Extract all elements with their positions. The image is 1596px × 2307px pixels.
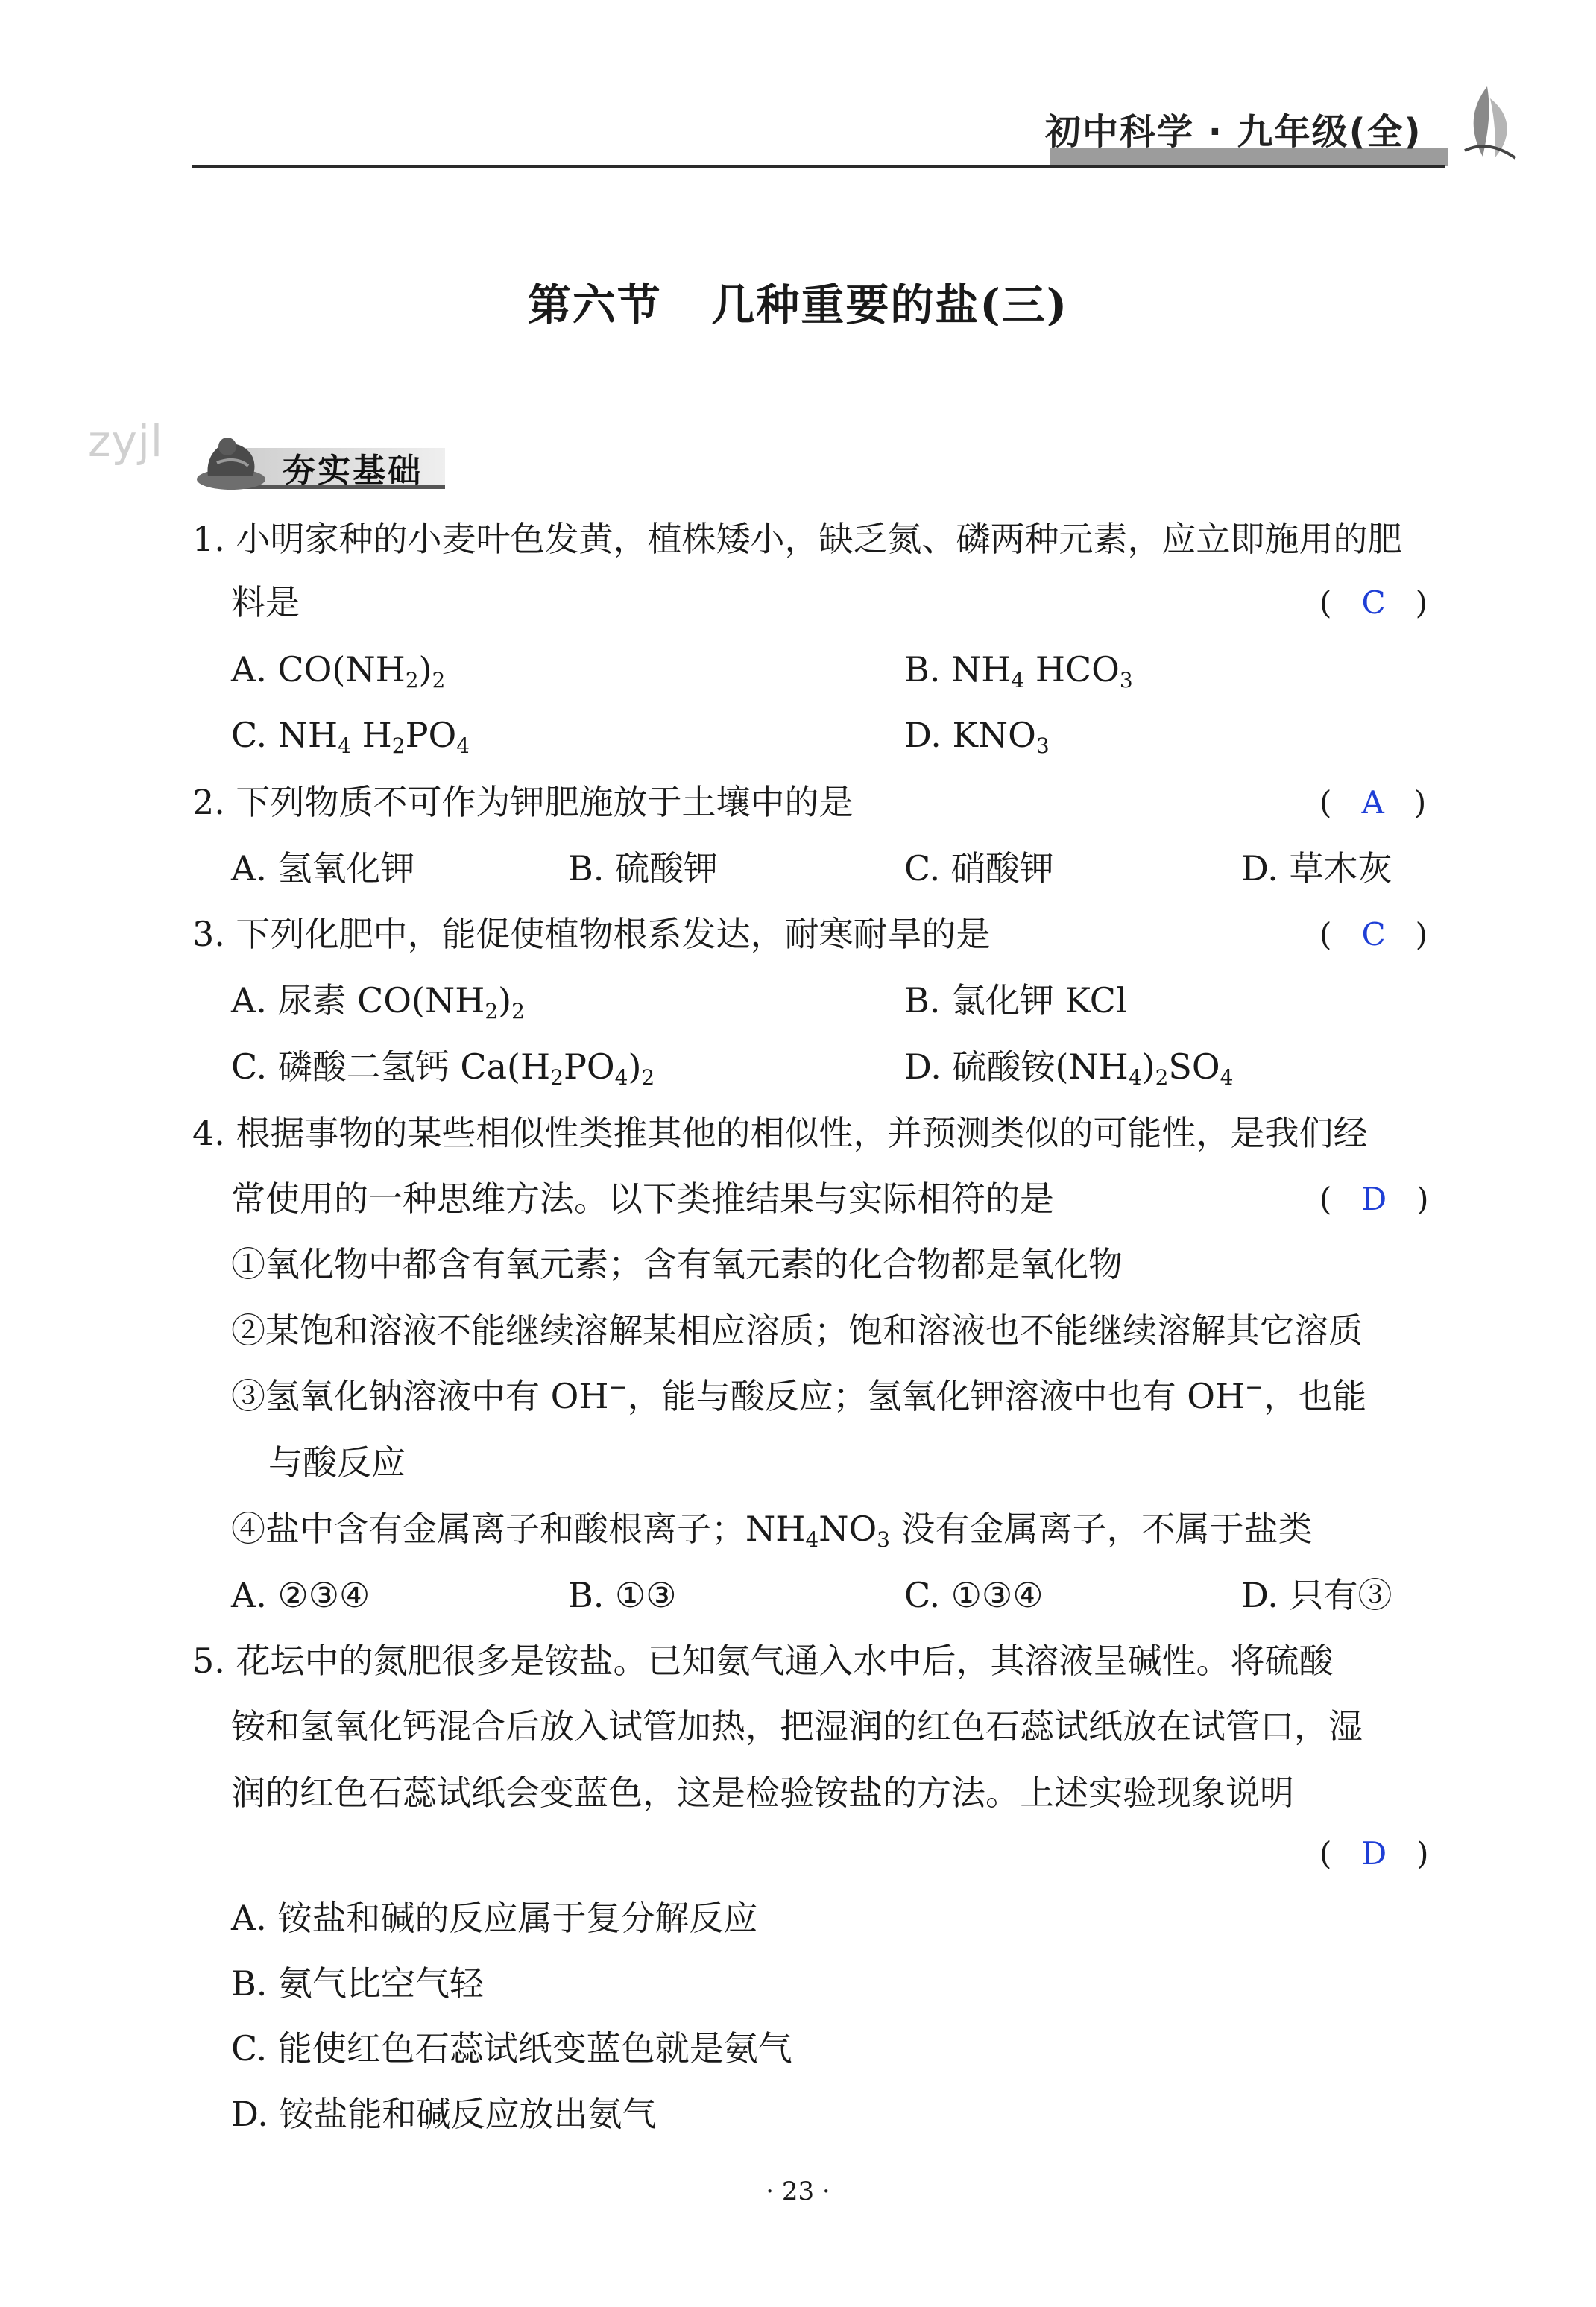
q5-option-c: C. 能使红色石蕊试纸变蓝色就是氨气 — [231, 2028, 792, 2068]
q2-option-d: D. 草木灰 — [1241, 848, 1392, 889]
q4-option-c: C. ①③④ — [904, 1575, 1044, 1615]
q4-answer: ( D ) — [1319, 1181, 1429, 1217]
q4-statement-2: ②某饱和溶液不能继续溶解某相应溶质；饱和溶液也不能继续溶解其它溶质 — [231, 1310, 1363, 1351]
q3-answer: ( C ) — [1319, 916, 1428, 953]
q1-answer-value: C — [1361, 584, 1386, 621]
q3-option-d: D. 硫酸铵$(NH_4)_2SO_4$ — [904, 1047, 1234, 1090]
q1-option-a: A. $CO(NH_2)_2$ — [231, 649, 446, 692]
page-number: · 23 · — [766, 2177, 830, 2206]
q4-stem-line1: 4. 根据事物的某些相似性类推其他的相似性，并预测类似的可能性，是我们经 — [192, 1113, 1368, 1153]
q2-option-b: B. 硫酸钾 — [568, 848, 719, 889]
leaf-logo-icon — [1457, 83, 1518, 167]
q3-option-b: B. 氯化钾 KCl — [904, 980, 1127, 1020]
q4-option-d: D. 只有③ — [1241, 1575, 1392, 1615]
q5-answer: ( D ) — [1319, 1835, 1429, 1872]
q4-statement-3-line2: 与酸反应 — [268, 1442, 406, 1483]
q2-answer-value: A — [1361, 784, 1384, 821]
stone-figure-icon — [190, 433, 272, 493]
q4-option-b: B. ①③ — [568, 1575, 677, 1615]
q1-stem-line2: 料是 — [231, 582, 300, 622]
q2-option-c: C. 硝酸钾 — [904, 848, 1054, 889]
q3-stem: 3. 下列化肥中，能促使植物根系发达，耐寒耐旱的是 — [192, 914, 991, 954]
q1-option-d: D. $KNO_3$ — [904, 715, 1050, 758]
q1-answer: ( C ) — [1319, 584, 1428, 621]
watermark: zyjl — [88, 416, 163, 467]
q4-stem-line2: 常使用的一种思维方法。以下类推结果与实际相符的是 — [231, 1178, 1054, 1219]
q5-option-d: D. 铵盐能和碱反应放出氨气 — [231, 2094, 657, 2134]
q5-stem-line2: 铵和氢氧化钙混合后放入试管加热，把湿润的红色石蕊试纸放在试管口，湿 — [231, 1706, 1363, 1746]
q5-stem-line3: 润的红色石蕊试纸会变蓝色，这是检验铵盐的方法。上述实验现象说明 — [231, 1773, 1294, 1813]
banner-label: 夯实基础 — [283, 452, 423, 490]
q5-option-b: B. 氨气比空气轻 — [231, 1963, 485, 2004]
q4-option-a: A. ②③④ — [231, 1575, 370, 1615]
q5-stem-line1: 5. 花坛中的氮肥很多是铵盐。已知氨气通入水中后，其溶液呈碱性。将硫酸 — [192, 1641, 1334, 1681]
q3-option-c: C. 磷酸二氢钙 $Ca(H_2PO_4)_2$ — [231, 1047, 655, 1090]
q2-stem: 2. 下列物质不可作为钾肥施放于土壤中的是 — [192, 782, 854, 822]
q2-option-a: A. 氢氧化钾 — [231, 848, 415, 889]
book-title: 初中科学 · 九年级(全) — [1045, 111, 1422, 153]
q1-option-b: B. $NH_4$ $HCO_3$ — [904, 649, 1133, 692]
header-rule — [192, 165, 1445, 168]
q4-statement-3-line1: ③氢氧化钠溶液中有 OH−，能与酸反应；氢氧化钾溶液中也有 OH−，也能 — [231, 1375, 1367, 1416]
q3-answer-value: C — [1361, 916, 1386, 953]
q3-option-a: A. 尿素 $CO(NH_2)_2$ — [231, 980, 525, 1023]
q4-statement-1: ①氧化物中都含有氧元素；含有氧元素的化合物都是氧化物 — [231, 1244, 1123, 1284]
q5-answer-value: D — [1361, 1835, 1387, 1872]
q1-option-c: C. $NH_4$ $H_2PO_4$ — [231, 715, 470, 758]
q5-option-a: A. 铵盐和碱的反应属于复分解反应 — [231, 1898, 758, 1938]
q4-statement-4: ④盐中含有金属离子和酸根离子；$NH_4NO_3$ 没有金属离子，不属于盐类 — [231, 1509, 1313, 1552]
q2-answer: ( A ) — [1319, 784, 1427, 821]
section-title: 第六节 几种重要的盐(三) — [527, 280, 1069, 330]
section-banner — [190, 438, 458, 491]
q4-answer-value: D — [1361, 1181, 1387, 1217]
q1-stem-line1: 1. 小明家种的小麦叶色发黄，植株矮小，缺乏氮、磷两种元素，应立即施用的肥 — [192, 519, 1402, 559]
